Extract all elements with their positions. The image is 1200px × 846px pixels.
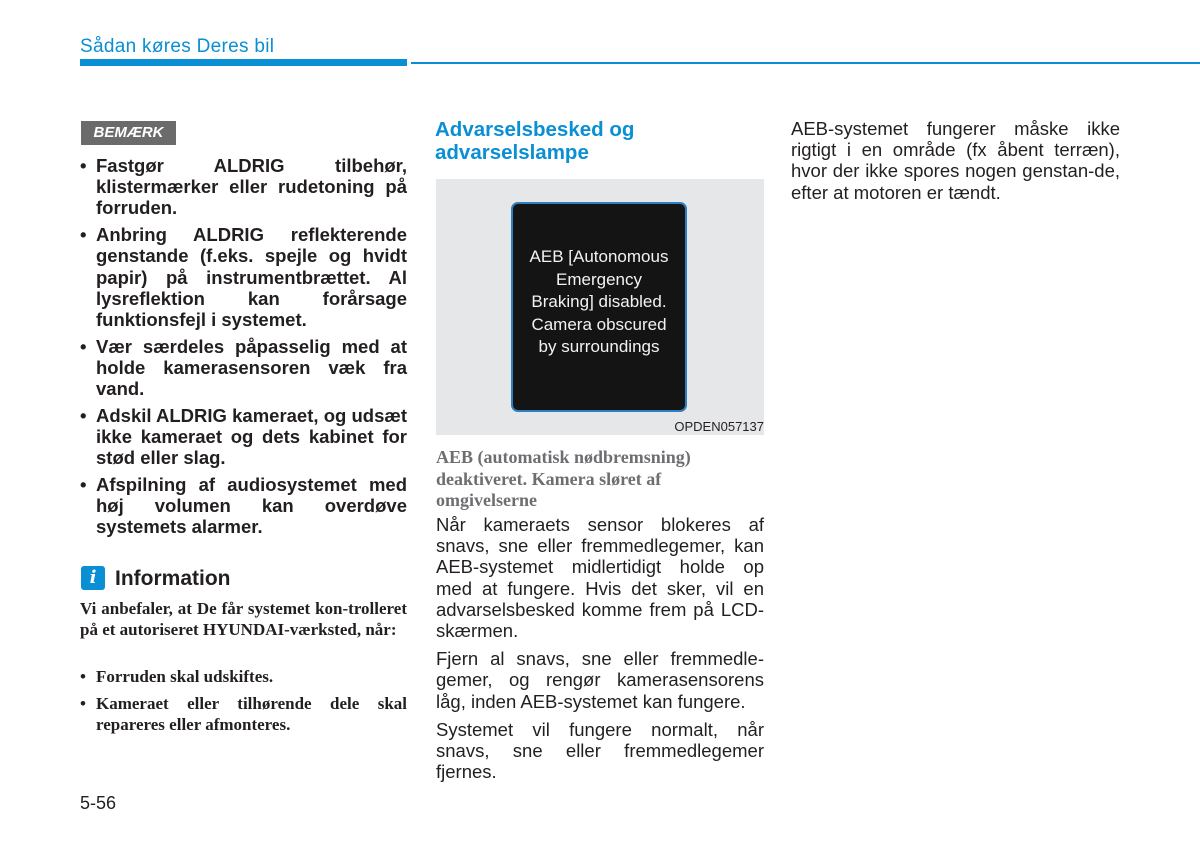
header-rule-thin	[411, 62, 1200, 64]
note-item: • Anbring ALDRIG reflekterende genstande (f.eks. spejle og hvidt papir) på instrumentbrættet. Al lysreflektion kan forårsage funktionsfejl i systemet.	[80, 224, 407, 330]
screen-line: by surroundings	[538, 337, 660, 356]
right-column	[791, 118, 1120, 210]
info-item: • Kameraet eller tilhørende dele skal repareres eller afmonteres.	[80, 693, 407, 735]
page-number: 5-56	[80, 793, 117, 813]
figure-caption: AEB (automatisk nødbremsning) deaktiveret. Kamera sløret af omgivelserne	[436, 447, 691, 510]
info-title: Information	[115, 567, 231, 590]
info-body: Vi anbefaler, at De får systemet kon-trolleret på et autoriseret HYUNDAI-værksted, når:	[80, 599, 407, 639]
running-header: Sådan køres Deres bil	[80, 36, 275, 57]
body-paragraph: AEB-systemet fungerer måske ikke rigtigt i en område (fx åbent terræn), hvor der ikke spores nogen genstan-de, efter at motoren er tændt.	[791, 118, 1120, 203]
screen-line: Braking] disabled.	[531, 292, 667, 311]
note-badge: BEMÆRK	[81, 121, 176, 145]
info-icon: i	[81, 566, 105, 590]
note-item: • Fastgør ALDRIG tilbehør, klistermærker eller rudetoning på forruden.	[80, 155, 407, 219]
info-list	[80, 666, 407, 741]
body-paragraph: Fjern al snavs, sne eller fremmedle-gemer, og rengør kamerasensorens låg, inden AEB-systemet kan fungere.	[436, 648, 764, 712]
section-body	[436, 514, 764, 789]
note-item: • Afspilning af audiosystemet med høj volumen kan overdøve systemets alarmer.	[80, 474, 407, 538]
screen-line: Emergency	[556, 269, 642, 289]
cluster-display-message	[511, 246, 687, 359]
screen-line: Camera obscured	[531, 314, 667, 334]
note-item: • Adskil ALDRIG kameraet, og udsæt ikke kameraet og dets kabinet for stød eller slag.	[80, 405, 407, 469]
body-paragraph: Når kameraets sensor blokeres af snavs, sne eller fremmedlegemer, kan AEB-systemet midlertidigt holde op med at fungere. Hvis det sker, vil en advarselsbesked komme frem på LCD-skærmen.	[436, 514, 764, 642]
header-rule-thick	[80, 59, 407, 66]
note-list	[80, 155, 407, 543]
section-heading: Advarselsbesked og advarselslampe	[435, 118, 635, 164]
body-paragraph: Systemet vil fungere normalt, når snavs, sne eller fremmedlegemer fjernes.	[436, 718, 764, 783]
figure-code: OPDEN057137	[674, 419, 764, 434]
screen-line: AEB [Autonomous	[529, 247, 669, 266]
note-item: • Vær særdeles påpasselig med at holde kamerasensoren væk fra vand.	[80, 336, 407, 400]
info-item: • Forruden skal udskiftes.	[80, 666, 407, 687]
